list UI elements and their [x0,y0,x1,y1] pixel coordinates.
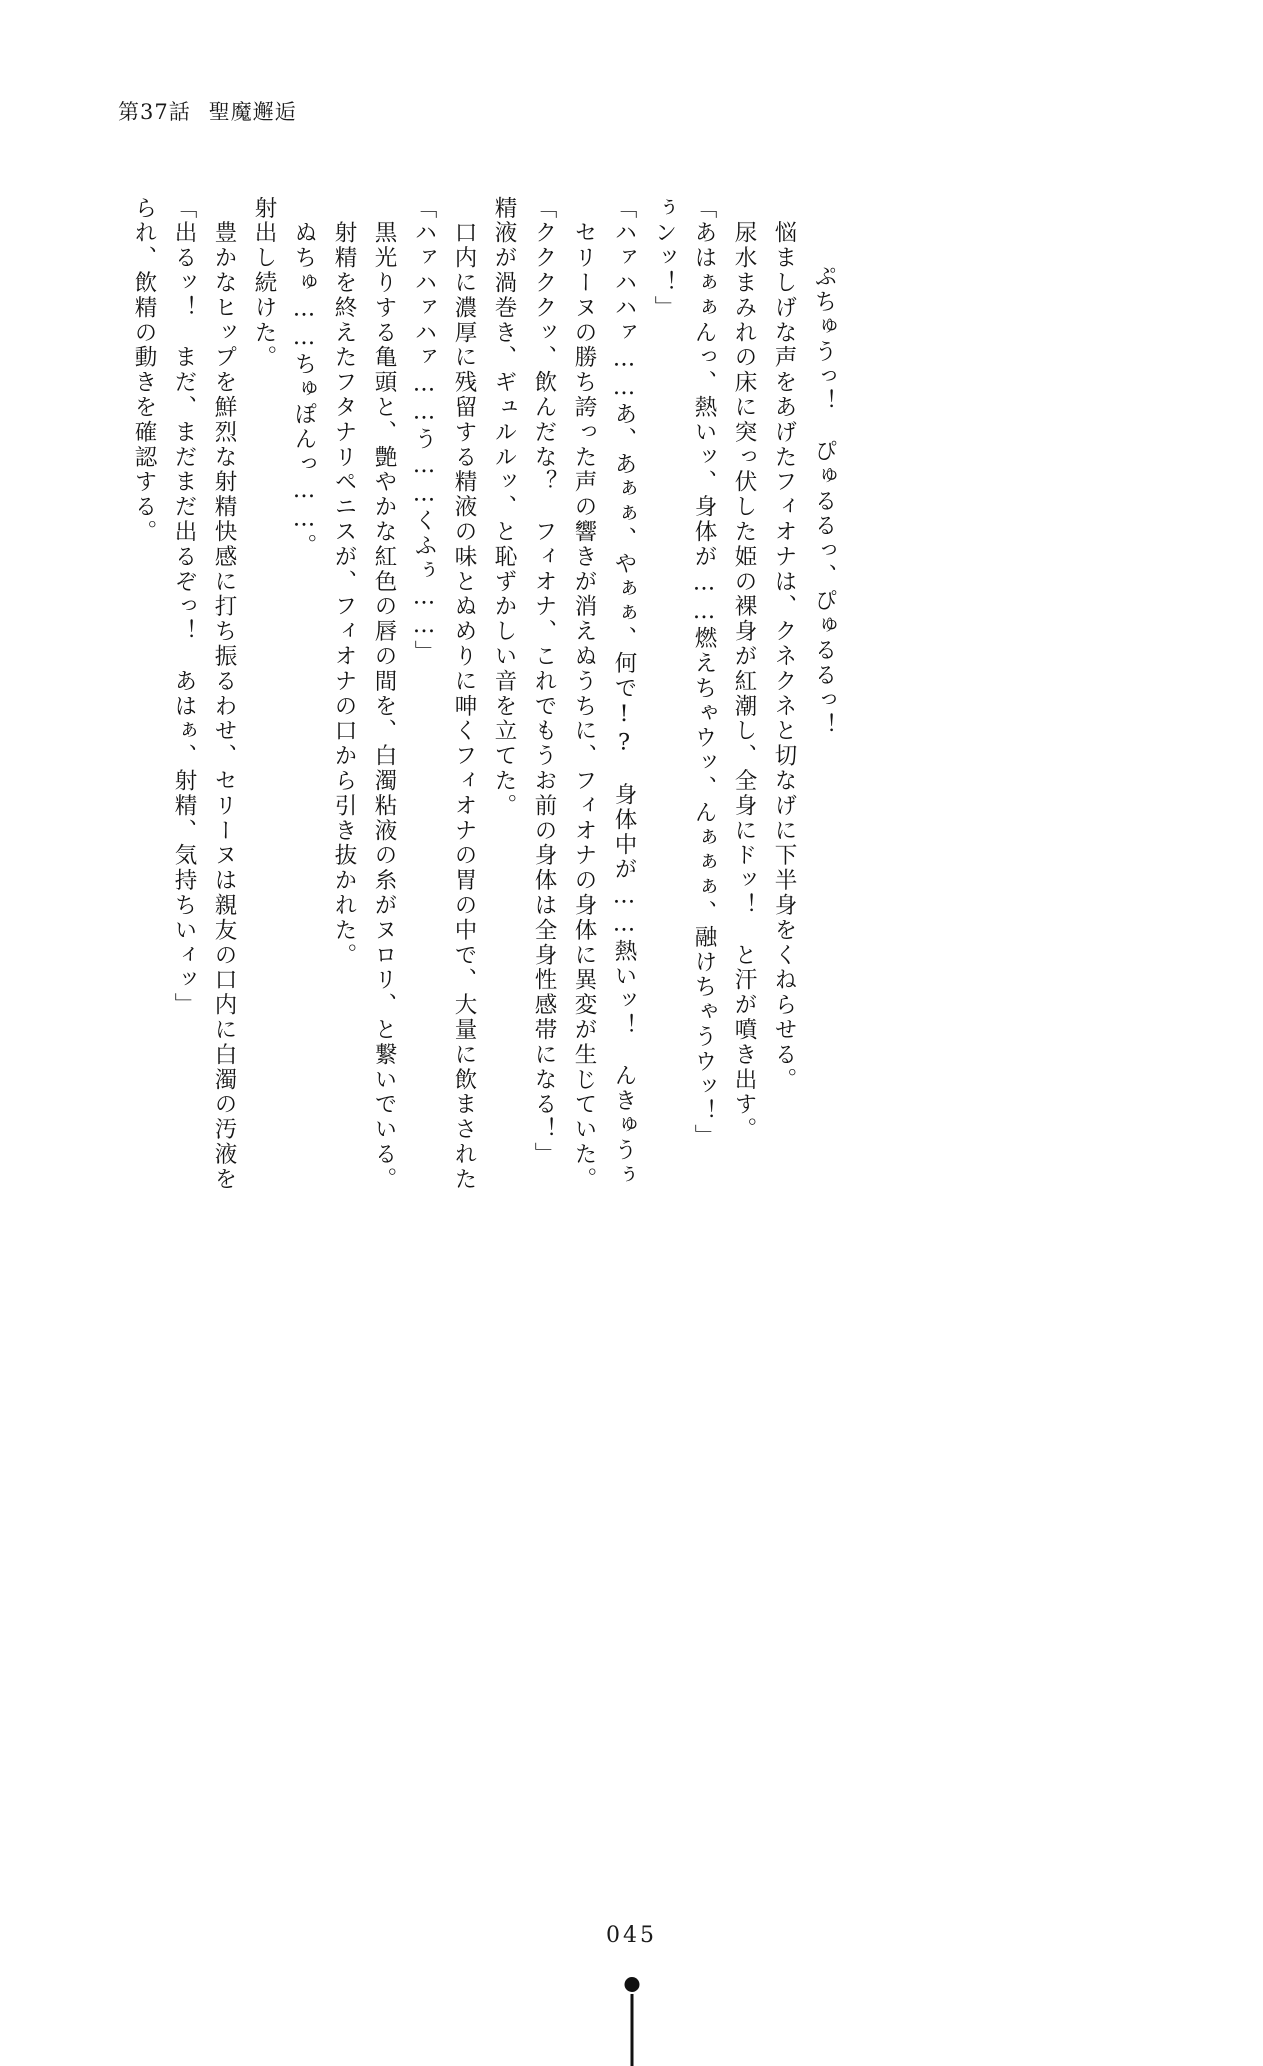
text-column: 射出し続けた。 [251,196,277,371]
text-column: 精液が渦巻き、ギュルルッ、と恥ずかしい音を立てた。 [491,196,517,819]
text-column: ぬちゅ……ちゅぽんっ……。 [291,196,317,559]
text-column: 「ククククッ、飲んだな？ フィオナ、これでもうお前の身体は全身性感帯になる！」 [531,196,557,1168]
spine-line-mark [630,1994,633,2066]
text-column: ぷちゅうっ！ ぴゅるるっ、ぴゅるるっ！ [811,240,837,738]
text-column: 射精を終えたフタナリペニスが、フィオナの口から引き抜かれた。 [331,196,357,968]
text-column: 黒光りする亀頭と、艶やかな紅色の唇の間を、白濁粘液の糸がヌロリ、と繋いでいる。 [371,196,397,1192]
text-column: 「ハァハハァ……あ、あぁぁ、やぁぁ、何で!? 身体中が……熱いッ！ んきゅうぅ [611,196,637,1189]
running-head [118,96,297,126]
text-column: られ、飲精の動きを確認する。 [131,196,157,545]
text-column: セリーヌの勝ち誇った声の響きが消えぬうちに、フィオナの身体に異変が生じていた。 [571,196,597,1192]
text-column: 豊かなヒップを鮮烈な射精快感に打ち振るわせ、セリーヌは親友の口内に白濁の汚液を [211,196,237,1192]
text-column: 「出るッ！ まだ、まだまだ出るぞっ！ あはぁ、射精、気持ちいィッ」 [171,196,197,1018]
text-column: 口内に濃厚に残留する精液の味とぬめりに呻くフィオナの胃の中で、大量に飲まされた [451,196,477,1192]
page-number: 045 [606,1923,657,1948]
text-column: 「あはぁぁんっ、熱いッ、身体が……燃えちゃウッ、んぁぁぁ、融けちゃうウッ！」 [691,196,717,1150]
text-column: 尿水まみれの床に突っ伏した姫の裸身が紅潮し、全身にドッ！ と汗が噴き出す。 [731,196,757,1143]
text-column: ぅンッ！」 [651,196,677,321]
spine-dot-mark [624,1977,639,1992]
chapter-title: 聖魔邂逅 [208,100,297,124]
text-column: 悩ましげな声をあげたフィオナは、クネクネと切なげに下半身をくねらせる。 [771,196,797,1093]
body-text [115,196,1155,1376]
text-column: 「ハァハァハァ……う……くふぅ……」 [411,196,437,666]
chapter-number: 第37話 [118,100,191,124]
